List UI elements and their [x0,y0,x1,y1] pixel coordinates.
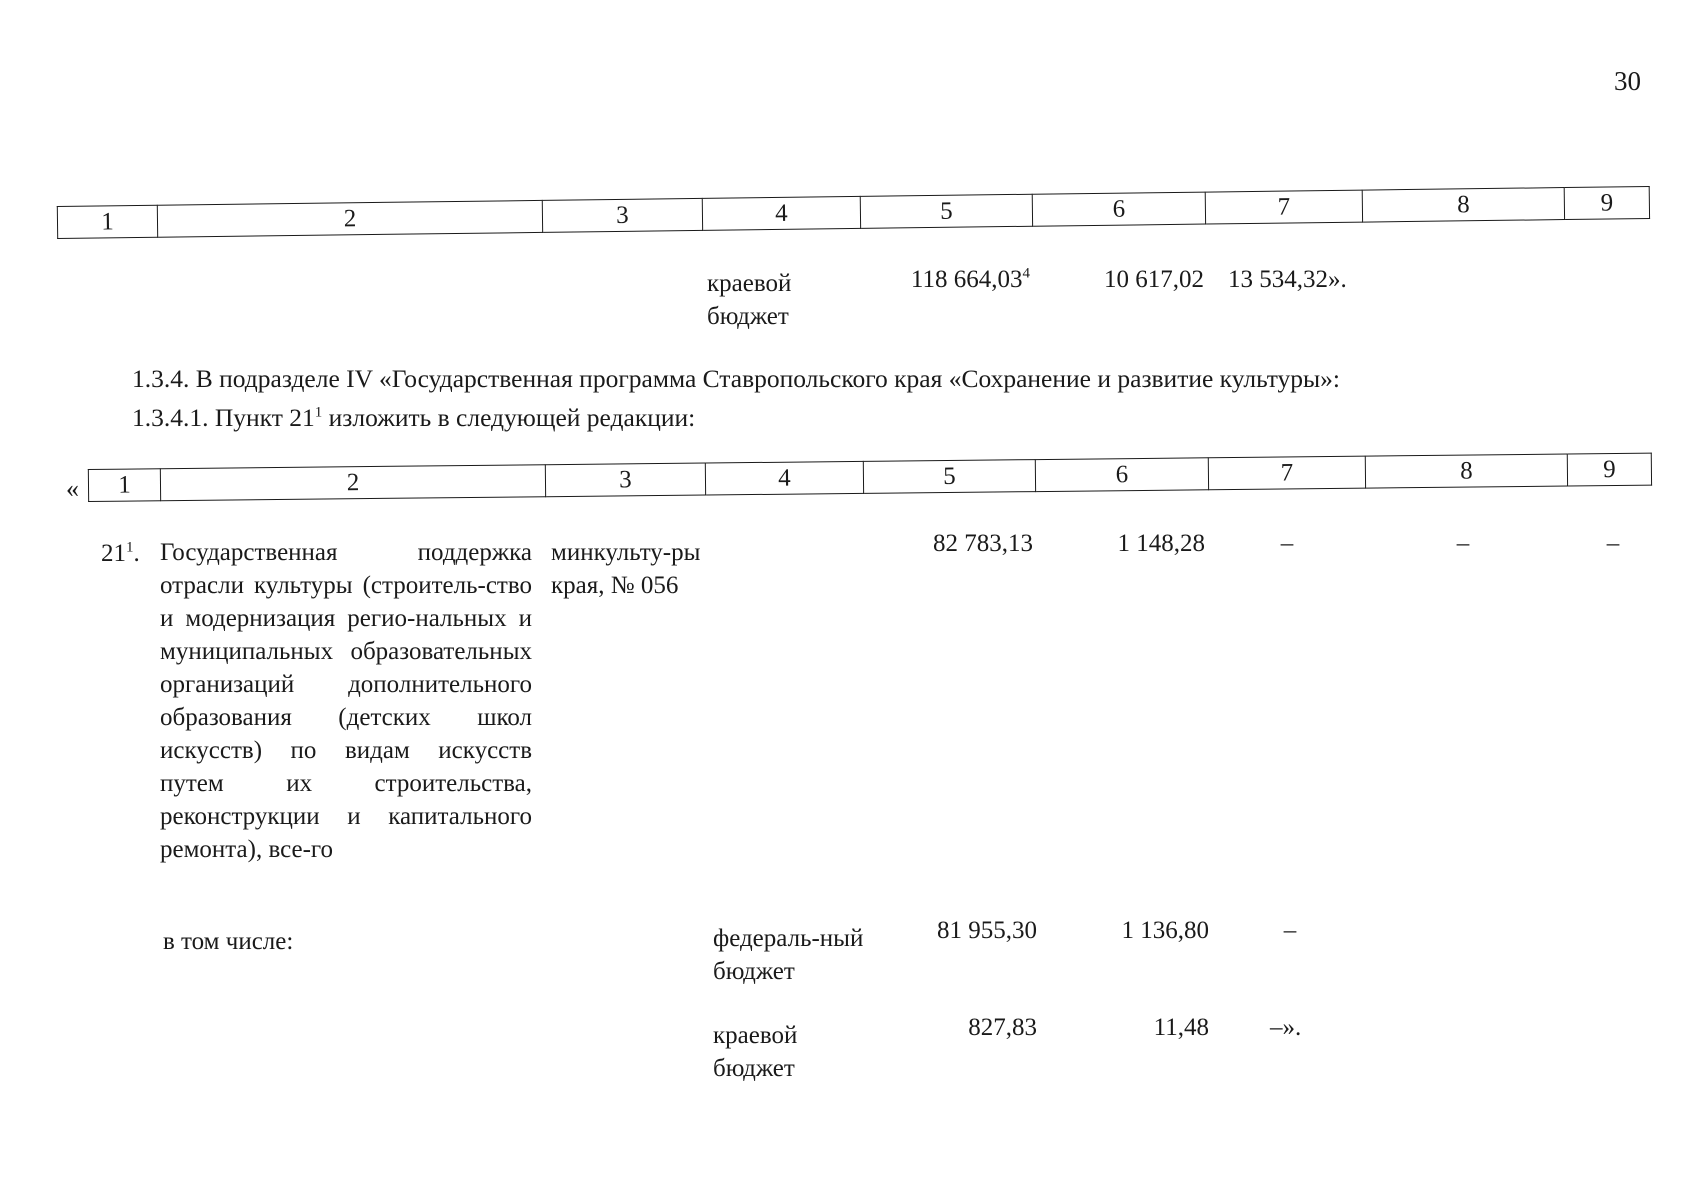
column-number-cell: 8 [1362,188,1564,223]
budget-label: краевой бюджет [707,270,792,330]
amount-col6: 1 148,28 [1117,530,1205,557]
column-number-header-2 [88,453,1652,502]
amount-col5: 81 955,30 [937,917,1037,944]
amount-col6: 10 617,02 [1104,266,1204,293]
column-number-cell: 6 [1032,192,1205,226]
item-executor: минкульту-ры края, № 056 [551,539,701,599]
amount-col7: –». [1270,1014,1302,1041]
amount-col7: – [1283,917,1297,944]
page-number: 30 [1614,66,1641,96]
paragraph-1-3-4: 1.3.4. В подразделе IV «Государственная программа Ставропольского края «Сохранение и развитие культуры»: [132,364,1341,393]
amount-col6: 11,48 [1153,1014,1209,1041]
column-number-cell: 5 [860,194,1032,228]
amount-col5: 82 783,13 [933,530,1033,557]
column-number-cell: 6 [1035,458,1208,492]
amount-col9: – [1606,530,1620,557]
column-number-cell: 5 [863,460,1035,494]
amount-col6: 1 136,80 [1121,917,1209,944]
footnote-marker: 4 [1022,265,1030,282]
amount-col5: 118 664,03$^4$ [910,265,1030,293]
column-number-cell: 2 [160,465,545,501]
column-number-cell: 7 [1205,190,1362,224]
item-name: Государственная поддержка отрасли культуры (строитель-ство и модернизация регио-нальных и муниципальных образовательных организаций дополнительного образования (детских школ искусств) по видам искусств путем их строительства, реконструкции и капитального ремонта), все-го [160,539,532,863]
amount-col7: 13 534,32». [1228,266,1347,293]
column-number-cell: 3 [542,198,702,232]
column-number-cell: 3 [545,463,705,497]
column-number-cell: 2 [157,200,542,237]
column-number-header-1 [57,186,1650,239]
column-number-cell: 9 [1567,453,1651,486]
including-label: в том числе: [163,928,294,955]
budget-label: краевой бюджет [713,1022,798,1082]
amount-col8: – [1456,530,1470,557]
budget-label: федераль-ный бюджет [713,925,864,985]
amount-col5: 827,83 [968,1014,1037,1041]
column-number-cell: 1 [57,205,157,238]
opening-quote: « [66,474,79,503]
column-number-cell: 4 [702,196,860,230]
column-number-cell: 9 [1564,186,1649,219]
column-number-cell: 1 [88,469,160,502]
paragraph-1-3-4-1: 1.3.4.1. Пункт $21^1$ изложить в следующей редакции: [132,403,696,432]
column-number-cell: 4 [705,461,863,495]
amount-col7: – [1280,530,1294,557]
column-number-cell: 8 [1365,454,1567,488]
column-number-cell: 7 [1208,456,1365,490]
item-number: $21^1$. [101,539,140,567]
